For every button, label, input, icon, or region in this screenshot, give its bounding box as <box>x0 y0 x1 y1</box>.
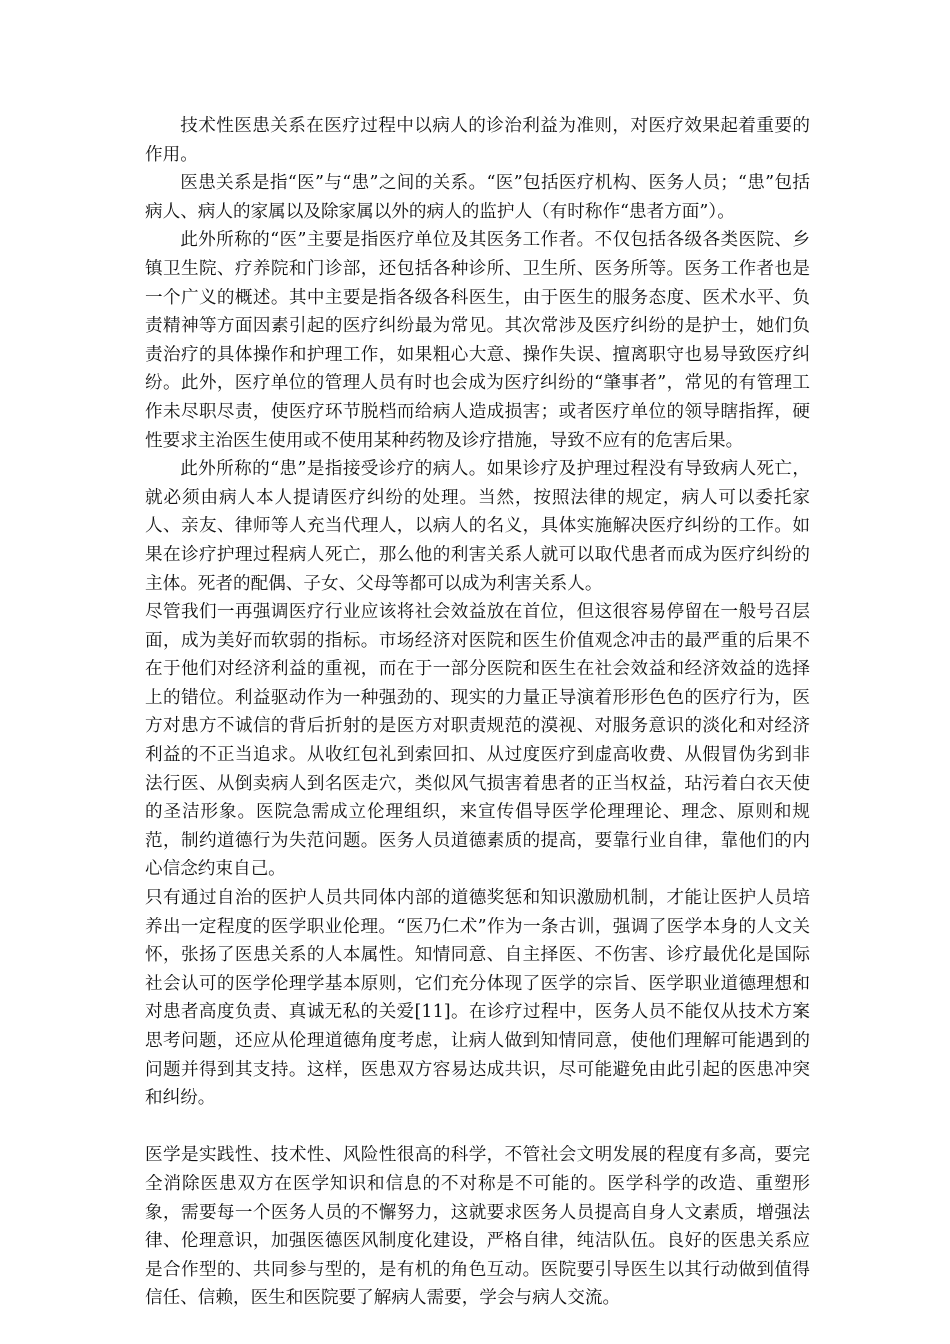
paragraph-gap <box>145 1113 810 1142</box>
paragraph-doctor-side: 此外所称的“医”主要是指医疗单位及其医务工作者。不仅包括各级各类医院、乡镇卫生院、疗养院和门诊部，还包括各种诊所、卫生所、医务所等。医务工作者也是一个广义的概述。其中主要是指各级各科医生，由于医生的服务态度、医术水平、负责精神等方面因素引起的医疗纠纷最为常见。其次常涉及医疗纠纷的是护士，她们负责治疗的具体操作和护理工作，如果粗心大意、操作失误、擅离职守也易导致医疗纠纷。此外，医疗单位的管理人员有时也会成为医疗纠纷的“肇事者”，常见的有管理工作未尽职尽责，使医疗环节脱档而给病人造成损害；或者医疗单位的领导瞎指挥，硬性要求主治医生使用或不使用某种药物及诊疗措施，导致不应有的危害后果。 <box>145 230 810 451</box>
paragraph-medical-ethics: 只有通过自治的医护人员共同体内部的道德奖惩和知识激励机制，才能让医护人员培养出一定程度的医学职业伦理。“医乃仁术”作为一条古训，强调了医学本身的人文关怀，张扬了医患关系的人本属性。知情同意、自主择医、不伤害、诊疗最优化是国际社会认可的医学伦理学基本原则，它们充分体现了医学的宗旨、医学职业道德理想和对患者高度负责、真诚无私的关爱[11]。在诊疗过程中，医务人员不能仅从技术方案思考问题，还应从伦理道德角度考虑，让病人做到知情同意，使他们理解可能遇到的问题并得到其支持。这样，医患双方容易达成共识，尽可能避免由此引起的医患冲突和纠纷。 <box>145 888 810 1109</box>
paragraph-technical-relation: 技术性医患关系在医疗过程中以病人的诊治利益为准则，对医疗效果起着重要的作用。 <box>145 116 810 165</box>
document-body <box>145 112 810 1313</box>
paragraph-patient-side: 此外所称的“患”是指接受诊疗的病人。如果诊疗及护理过程没有导致病人死亡，就必须由病人本人提请医疗纠纷的处理。当然，按照法律的规定，病人可以委托家人、亲友、律师等人充当代理人，以病人的名义，具体实施解决医疗纠纷的工作。如果在诊疗护理过程病人死亡，那么他的利害关系人就可以取代患者而成为医疗纠纷的主体。死者的配偶、子女、父母等都可以成为利害关系人。 <box>145 459 810 594</box>
paragraph-medical-science: 医学是实践性、技术性、风险性很高的科学，不管社会文明发展的程度有多高，要完全消除医患双方在医学知识和信息的不对称是不可能的。医学科学的改造、重塑形象，需要每一个医务人员的不懈努力，这就要求医务人员提高自身人文素质，增强法律、伦理意识，加强医德医风制度化建设，严格自律，纯洁队伍。良好的医患关系应是合作型的、共同参与型的，是有机的角色互动。医院要引导医生以其行动做到值得信任、信赖，医生和医院要了解病人需要，学会与病人交流。 <box>145 1145 810 1309</box>
paragraph-social-benefit: 尽管我们一再强调医疗行业应该将社会效益放在首位，但这很容易停留在一般号召层面，成为美好而软弱的指标。市场经济对医院和医生价值观念冲击的最严重的后果不在于他们对经济利益的重视，而在于一部分医院和医生在社会效益和经济效益的选择上的错位。利益驱动作为一种强劲的、现实的力量正导演着形形色色的医疗行为，医方对患方不诚信的背后折射的是医方对职责规范的漠视、对服务意识的淡化和对经济利益的不正当追求。从收红包礼到索回扣、从过度医疗到虚高收费、从假冒伪劣到非法行医、从倒卖病人到名医走穴，类似风气损害着患者的正当权益，玷污着白衣天使的圣洁形象。医院急需成立伦理组织，来宣传倡导医学伦理理论、理念、原则和规范，制约道德行为失范问题。医务人员道德素质的提高，要靠行业自律，靠他们的内心信念约束自己。 <box>145 602 810 880</box>
paragraph-doctor-patient-definition: 医患关系是指“医”与“患”之间的关系。“医”包括医疗机构、医务人员；“患”包括病人、病人的家属以及除家属以外的病人的监护人（有时称作“患者方面”）。 <box>145 173 810 222</box>
